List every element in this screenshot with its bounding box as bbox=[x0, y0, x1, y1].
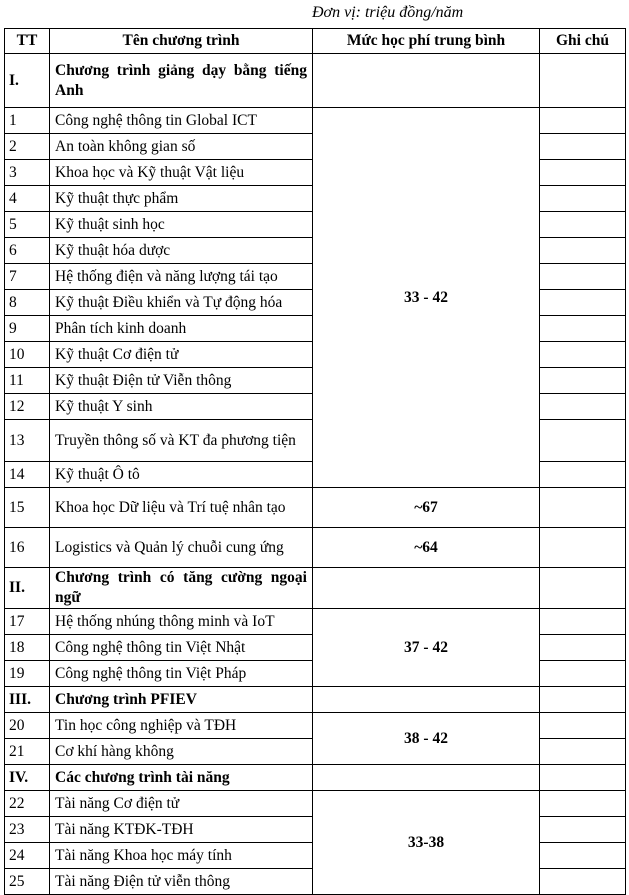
program-name: Tin học công nghiệp và TĐH bbox=[50, 713, 313, 739]
program-name: Phân tích kinh doanh bbox=[50, 316, 313, 342]
note-cell bbox=[540, 869, 626, 895]
section-row bbox=[5, 765, 626, 791]
row-number: 18 bbox=[5, 635, 50, 661]
program-name: Tài năng KTĐK-TĐH bbox=[50, 817, 313, 843]
note-cell bbox=[540, 290, 626, 316]
row-number: 25 bbox=[5, 869, 50, 895]
note-cell bbox=[540, 264, 626, 290]
fee-cell bbox=[313, 54, 540, 108]
program-name: Công nghệ thông tin Việt Pháp bbox=[50, 661, 313, 687]
table-header-row bbox=[5, 29, 626, 54]
row-number: 16 bbox=[5, 528, 50, 568]
row-number: 20 bbox=[5, 713, 50, 739]
program-name: Khoa học và Kỹ thuật Vật liệu bbox=[50, 160, 313, 186]
header-tt: TT bbox=[5, 29, 50, 54]
program-name: Kỹ thuật Y sinh bbox=[50, 394, 313, 420]
fee-value: ~67 bbox=[313, 488, 540, 528]
section-row bbox=[5, 687, 626, 713]
note-cell bbox=[540, 420, 626, 462]
note-cell bbox=[540, 462, 626, 488]
section-row bbox=[5, 54, 626, 108]
program-name: An toàn không gian số bbox=[50, 134, 313, 160]
section-title: Chương trình PFIEV bbox=[50, 687, 313, 713]
note-cell bbox=[540, 316, 626, 342]
row-number: 19 bbox=[5, 661, 50, 687]
section-row bbox=[5, 568, 626, 609]
note-cell bbox=[540, 713, 626, 739]
fee-value: 33-38 bbox=[313, 791, 540, 895]
note-cell bbox=[540, 843, 626, 869]
program-name: Truyền thông số và KT đa phương tiện bbox=[50, 420, 313, 462]
program-name: Công nghệ thông tin Global ICT bbox=[50, 108, 313, 134]
note-cell bbox=[540, 394, 626, 420]
program-name: Kỹ thuật Cơ điện tử bbox=[50, 342, 313, 368]
note-cell bbox=[540, 528, 626, 568]
row-number: 22 bbox=[5, 791, 50, 817]
section-number: III. bbox=[5, 687, 50, 713]
program-name: Khoa học Dữ liệu và Trí tuệ nhân tạo bbox=[50, 488, 313, 528]
note-cell bbox=[540, 739, 626, 765]
program-name: Tài năng Điện tử viễn thông bbox=[50, 869, 313, 895]
table-row bbox=[5, 713, 626, 739]
row-number: 24 bbox=[5, 843, 50, 869]
row-number: 8 bbox=[5, 290, 50, 316]
note-cell bbox=[540, 661, 626, 687]
row-number: 6 bbox=[5, 238, 50, 264]
program-name: Tài năng Khoa học máy tính bbox=[50, 843, 313, 869]
row-number: 13 bbox=[5, 420, 50, 462]
fee-value: 37 - 42 bbox=[313, 609, 540, 687]
program-name: Kỹ thuật hóa dược bbox=[50, 238, 313, 264]
note-cell bbox=[540, 186, 626, 212]
note-cell bbox=[540, 765, 626, 791]
fee-value: 38 - 42 bbox=[313, 713, 540, 765]
program-name: Cơ khí hàng không bbox=[50, 739, 313, 765]
tuition-table bbox=[4, 28, 626, 895]
note-cell bbox=[540, 134, 626, 160]
program-name: Logistics và Quản lý chuỗi cung ứng bbox=[50, 528, 313, 568]
fee-cell bbox=[313, 765, 540, 791]
table-row bbox=[5, 528, 626, 568]
note-cell bbox=[540, 609, 626, 635]
section-number: IV. bbox=[5, 765, 50, 791]
fee-value: 33 - 42 bbox=[313, 108, 540, 488]
fee-cell bbox=[313, 568, 540, 609]
row-number: 5 bbox=[5, 212, 50, 238]
row-number: 11 bbox=[5, 368, 50, 394]
row-number: 4 bbox=[5, 186, 50, 212]
note-cell bbox=[540, 568, 626, 609]
note-cell bbox=[540, 488, 626, 528]
program-name: Kỹ thuật Ô tô bbox=[50, 462, 313, 488]
row-number: 21 bbox=[5, 739, 50, 765]
section-title: Các chương trình tài năng bbox=[50, 765, 313, 791]
note-cell bbox=[540, 817, 626, 843]
section-title: Chương trình có tăng cường ngoại ngữ bbox=[50, 568, 313, 609]
row-number: 7 bbox=[5, 264, 50, 290]
program-name: Kỹ thuật Điện tử Viễn thông bbox=[50, 368, 313, 394]
row-number: 12 bbox=[5, 394, 50, 420]
header-fee: Mức học phí trung bình bbox=[313, 29, 540, 54]
row-number: 17 bbox=[5, 609, 50, 635]
note-cell bbox=[540, 54, 626, 108]
program-name: Kỹ thuật thực phẩm bbox=[50, 186, 313, 212]
program-name: Tài năng Cơ điện tử bbox=[50, 791, 313, 817]
table-row bbox=[5, 488, 626, 528]
header-note: Ghi chú bbox=[540, 29, 626, 54]
table-row bbox=[5, 609, 626, 635]
section-number: II. bbox=[5, 568, 50, 609]
unit-label: Đơn vị: triệu đồng/năm bbox=[312, 4, 464, 21]
program-name: Công nghệ thông tin Việt Nhật bbox=[50, 635, 313, 661]
program-name: Kỹ thuật sinh học bbox=[50, 212, 313, 238]
header-name: Tên chương trình bbox=[50, 29, 313, 54]
row-number: 3 bbox=[5, 160, 50, 186]
table-row bbox=[5, 791, 626, 817]
program-name: Hệ thống nhúng thông minh và IoT bbox=[50, 609, 313, 635]
row-number: 1 bbox=[5, 108, 50, 134]
note-cell bbox=[540, 212, 626, 238]
row-number: 10 bbox=[5, 342, 50, 368]
note-cell bbox=[540, 687, 626, 713]
program-name: Kỹ thuật Điều khiển và Tự động hóa bbox=[50, 290, 313, 316]
note-cell bbox=[540, 342, 626, 368]
row-number: 9 bbox=[5, 316, 50, 342]
note-cell bbox=[540, 238, 626, 264]
fee-value: ~64 bbox=[313, 528, 540, 568]
row-number: 23 bbox=[5, 817, 50, 843]
row-number: 2 bbox=[5, 134, 50, 160]
section-title: Chương trình giảng dạy bằng tiếng Anh bbox=[50, 54, 313, 108]
fee-cell bbox=[313, 687, 540, 713]
program-name: Hệ thống điện và năng lượng tái tạo bbox=[50, 264, 313, 290]
note-cell bbox=[540, 368, 626, 394]
note-cell bbox=[540, 108, 626, 134]
table-row bbox=[5, 108, 626, 134]
note-cell bbox=[540, 791, 626, 817]
section-number: I. bbox=[5, 54, 50, 108]
row-number: 14 bbox=[5, 462, 50, 488]
row-number: 15 bbox=[5, 488, 50, 528]
note-cell bbox=[540, 635, 626, 661]
note-cell bbox=[540, 160, 626, 186]
